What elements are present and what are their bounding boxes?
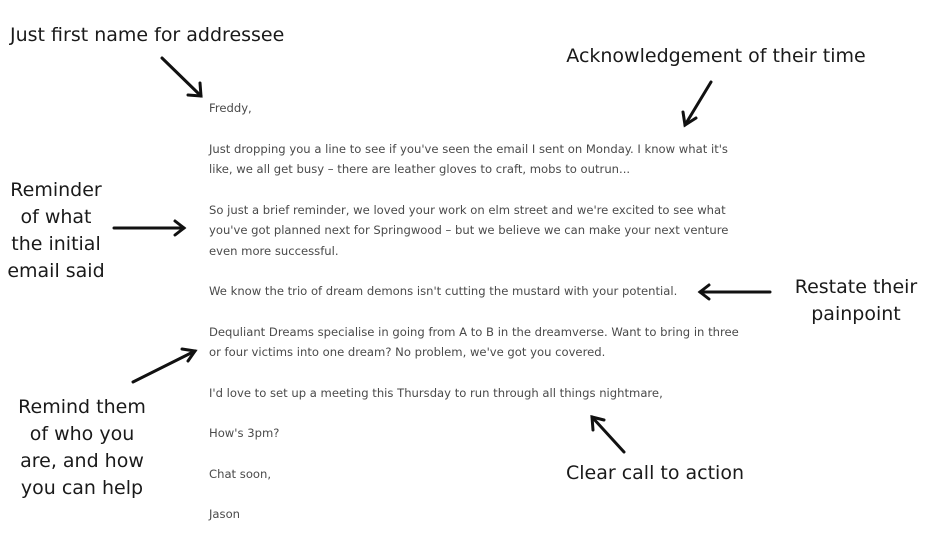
arrow-first-name bbox=[162, 58, 201, 96]
annotation-reminder: Reminder of what the initial email said bbox=[7, 179, 105, 282]
arrow-painpoint bbox=[700, 285, 770, 299]
arrow-acknowledgement bbox=[683, 82, 711, 125]
email-greeting: Freddy, bbox=[209, 101, 252, 115]
email-paragraph-painpoint: We know the trio of dream demons isn't cutting the mustard with your potential. bbox=[209, 284, 678, 298]
email-paragraph-reminder: So just a brief reminder, we loved your work on elm street and we're excited to see what you've got planned next for Springwood – but we believe we can make your next venture even more successful. bbox=[209, 202, 729, 258]
arrow-call-to-action bbox=[592, 417, 624, 452]
email-closing: Chat soon, bbox=[209, 466, 272, 481]
annotation-painpoint: Restate their painpoint bbox=[794, 276, 918, 325]
annotation-acknowledgement: Acknowledgement of their time bbox=[566, 45, 866, 67]
email-signature: Jason bbox=[209, 507, 241, 521]
email-paragraph-offer: Dequliant Dreams specialise in going from A to B in the dreamverse. Want to bring in three or four victims into one dream? No problem, we've got you covered. bbox=[209, 324, 739, 359]
email-question: How's 3pm? bbox=[209, 426, 280, 440]
email-paragraph-followup: Just dropping you a line to see if you've seen the email I sent on Monday. I know what it's like, we all get busy – there are leather gloves to craft, mobs to outrun... bbox=[209, 141, 728, 176]
annotation-call-to-action: Clear call to action bbox=[565, 462, 744, 484]
annotation-first-name: Just first name for addressee bbox=[10, 24, 285, 46]
email-paragraph-meeting: I'd love to set up a meeting this Thursday to run through all things nightmare, bbox=[209, 385, 663, 400]
arrow-reminder bbox=[114, 221, 184, 235]
annotation-remind-who: Remind them of who you are, and how you can help bbox=[18, 396, 146, 499]
arrow-remind-who bbox=[133, 349, 195, 382]
